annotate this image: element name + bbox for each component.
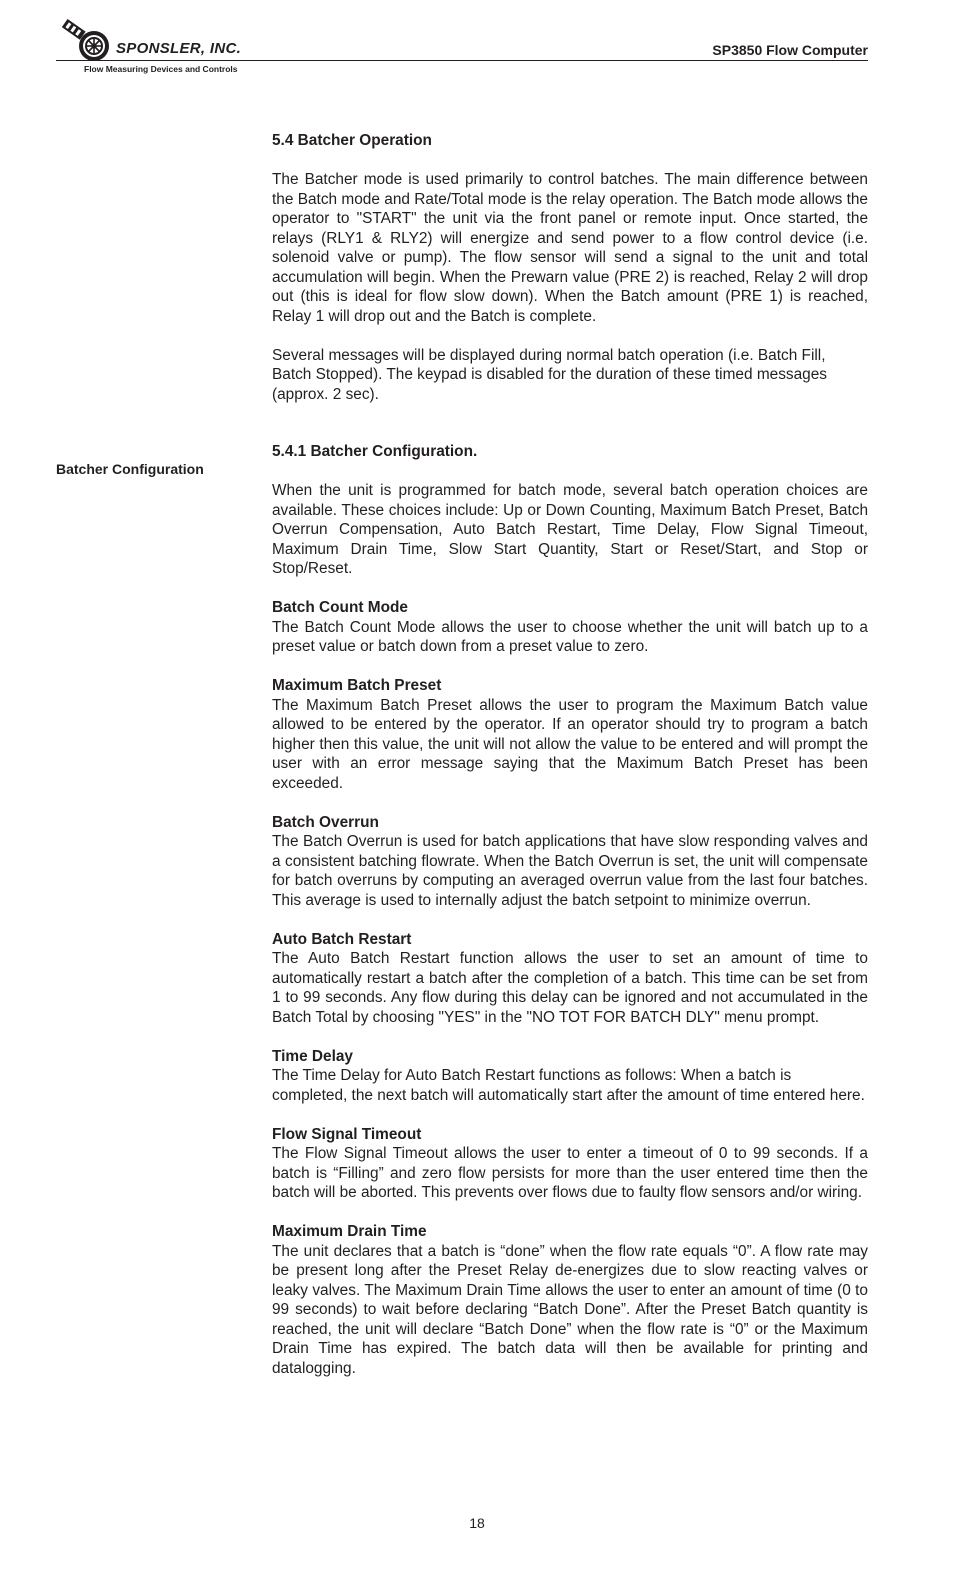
subsection-heading: 5.4.1 Batcher Configuration. — [272, 443, 478, 460]
item-text: The Time Delay for Auto Batch Restart functions as follows: When a batch is completed, the next batch will automatically start after the amount of time entered here. — [272, 1067, 865, 1104]
page-content — [272, 131, 868, 1398]
company-logo — [56, 14, 276, 76]
subsection-intro: When the unit is programmed for batch mode, several batch operation choices are available. These choices include: Up or Down Counting, Maximum Batch Preset, Batch Overrun Compensation, Auto Batch Restart, Time Delay, Flow Signal Timeout, Maximum Drain Time, Slow Start Quantity, Start or Reset/Start, and Stop or Stop/Reset. — [272, 482, 868, 577]
item-title: Batch Overrun — [272, 813, 379, 831]
item-text: The Batch Overrun is used for batch applications that have slow responding valves and a consistent batching flowrate. When the Batch Overrun is set, the unit will compensate for batch overruns by computing an averaged overrun value from the last four batches. This average is used to internally adjust the batch setpoint to minimize overrun. — [272, 833, 868, 909]
margin-label: Batcher Configuration — [56, 461, 204, 477]
company-name: SPONSLER, INC. — [116, 40, 242, 57]
item-title: Maximum Batch Preset — [272, 677, 442, 694]
section-paragraph: The Batcher mode is used primarily to control batches. The main difference between the Batch mode and Rate/Total mode is the relay operation. The Batch mode allows the operator to "START" the unit via the front panel or remote input. Once started, the relays (RLY1 & RLY2) will energize and send power to a flow control device (i.e. solenoid valve or pump). The flow sensor will send a signal to the unit and total accumulation will begin. When the Prewarn value (PRE 2) is reached, Relay 2 will drop out (this is ideal for flow slow down). When the Batch amount (PRE 1) is reached, Relay 1 will drop out and the Batch is complete. — [272, 171, 868, 325]
item-text: The Maximum Batch Preset allows the user to program the Maximum Batch value allowed to be entered by the operator. If an operator should try to program a batch higher then this value, the unit will not allow the value to be entered and will prompt the user with an error message saying that the Maximum Batch Preset has been exceeded. — [272, 696, 868, 792]
header-divider — [56, 60, 868, 61]
item-title: Time Delay — [272, 1047, 353, 1065]
item-text: The unit declares that a batch is “done” when the flow rate equals “0”. A flow rate may be present long after the Preset Relay de-energizes due to slow reacting valves or leaky valves. The Maximum Drain Time allows the user to enter an amount of time (0 to 99 seconds) to wait before declaring “Batch Done”. After the Preset Batch quantity is reached, the unit will declare “Batch Done” when the flow rate is “0” or the Maximum Drain Time has expired. The batch data will then be available for printing and datalogging. — [272, 1242, 868, 1377]
page-number: 18 — [469, 1515, 485, 1531]
document-title: SP3850 Flow Computer — [712, 42, 868, 58]
item-text: The Flow Signal Timeout allows the user to enter a timeout of 0 to 99 seconds. If a batch is “Filling” and zero flow persists for more than the user entered time then the batch will be aborted. This prevents over flows due to faulty flow sensors and/or wiring. — [272, 1145, 868, 1201]
page-header — [56, 14, 868, 76]
flow-meter-logo-icon — [56, 14, 116, 64]
item-text: The Batch Count Mode allows the user to choose whether the unit will batch up to a preset value or batch down from a preset value to zero. — [272, 618, 868, 655]
item-title: Auto Batch Restart — [272, 930, 412, 948]
section-paragraph: Several messages will be displayed during normal batch operation (i.e. Batch Fill, Batch Stopped). The keypad is disabled for the duration of these timed messages (approx. 2 sec). — [272, 346, 827, 403]
item-title: Batch Count Mode — [272, 599, 408, 616]
item-title: Maximum Drain Time — [272, 1223, 427, 1240]
item-text: The Auto Batch Restart function allows the user to set an amount of time to automatically restart a batch after the completion of a batch. This time can be set from 1 to 99 seconds. Any flow during this delay can be ignored and not accumulated in the Batch Total by choosing "YES" in the "NO TOT FOR BATCH DLY" menu prompt. — [272, 950, 868, 1026]
company-tagline: Flow Measuring Devices and Controls — [84, 64, 238, 74]
item-title: Flow Signal Timeout — [272, 1125, 422, 1143]
section-heading: 5.4 Batcher Operation — [272, 132, 432, 149]
